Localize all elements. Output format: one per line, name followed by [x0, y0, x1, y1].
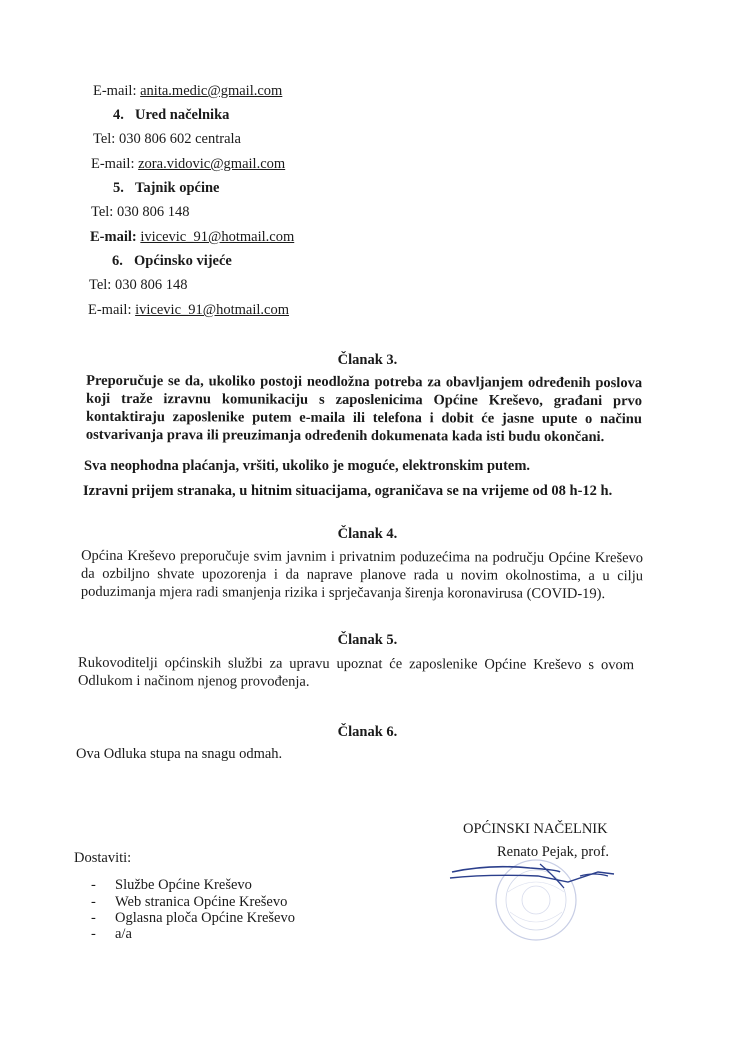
section-heading-opcinsko-vijece: 6. Općinsko vijeće	[112, 253, 232, 269]
tel-line-5: Tel: 030 806 148	[91, 204, 190, 220]
article-6-heading: Članak 6.	[337, 724, 398, 740]
dostaviti-item: - Oglasna ploča Općine Kreševo	[91, 910, 295, 926]
dostaviti-item: - Službe Općine Kreševo	[91, 877, 252, 893]
section-heading-tajnik-opcine: 5. Tajnik općine	[113, 180, 220, 196]
tel-line-6: Tel: 030 806 148	[89, 277, 188, 293]
article-3-paragraph-2: Sva neophodna plaćanja, vršiti, ukoliko je moguće, elektronskim putem.	[84, 458, 531, 474]
email-link[interactable]: ivicevic_91@hotmail.com	[140, 229, 295, 245]
dostaviti-item: - Web stranica Općine Kreševo	[91, 894, 288, 910]
signature-title: OPĆINSKI NAČELNIK	[463, 821, 608, 837]
article-4-heading: Članak 4.	[337, 526, 398, 542]
article-5-heading: Članak 5.	[337, 632, 398, 648]
article-3-paragraph-3: Izravni prijem stranaka, u hitnim situacijama, ograničava se na vrijeme od 08 h-12 h.	[83, 483, 613, 499]
email-line-5: E-mail: ivicevic_91@hotmail.com	[90, 229, 295, 245]
email-line-top	[93, 82, 282, 100]
handwritten-signature	[448, 858, 618, 898]
phone-number: 030 806 148	[116, 204, 190, 220]
email-link[interactable]: anita.medic@gmail.com	[140, 83, 283, 99]
article-3-heading: Članak 3.	[337, 352, 398, 368]
dostaviti-item: - a/a	[91, 926, 132, 942]
section-heading-ured-nacelnika: 4. Ured načelnika	[113, 107, 230, 123]
email-line-6: E-mail: ivicevic_91@hotmail.com	[88, 302, 290, 318]
email-link[interactable]: ivicevic_91@hotmail.com	[135, 302, 290, 318]
article-5-paragraph: Rukovoditelji općinskih službi za upravu upoznat će zaposlenike Općine Kreševo s ovom Odlukom i načinom njenog provođenja.	[77, 654, 635, 690]
dostaviti-label: Dostaviti:	[74, 850, 132, 866]
article-4-paragraph: Općina Kreševo preporučuje svim javnim i privatnim poduzećima na području Općine Kreševo da ozbiljno shvate upozorenja i da naprave planove rada u novim okolnostima, a u cilju poduzimanja mjera radi smanjenja rizika i sprječavanja širenja koronavirusa (COVID-19).	[80, 547, 644, 603]
article-6-paragraph: Ova Odluka stupa na snagu odmah.	[76, 746, 283, 762]
email-line-4: E-mail: zora.vidovic@gmail.com	[91, 156, 286, 172]
phone-number: 030 806 602 centrala	[118, 131, 241, 147]
tel-line-4: Tel: 030 806 602 centrala	[93, 131, 241, 147]
email-link[interactable]: zora.vidovic@gmail.com	[138, 156, 286, 172]
signature-name: Renato Pejak, prof.	[497, 844, 609, 860]
article-3-paragraph-1: Preporučuje se da, ukoliko postoji neodložna potreba za obavljanjem određenih poslova koji traže izravnu komunikaciju s zaposlenicima Općine Kreševo, građani prvo kontaktiraju zaposlenike putem e-maila ili telefona i dobit će jasne upute o načinu ostvarivanja prava ili preuzimanja određenih dokumenata kada isti budu okončani.	[85, 372, 643, 446]
phone-number: 030 806 148	[114, 277, 188, 293]
email-label: E-mail:	[93, 83, 137, 99]
